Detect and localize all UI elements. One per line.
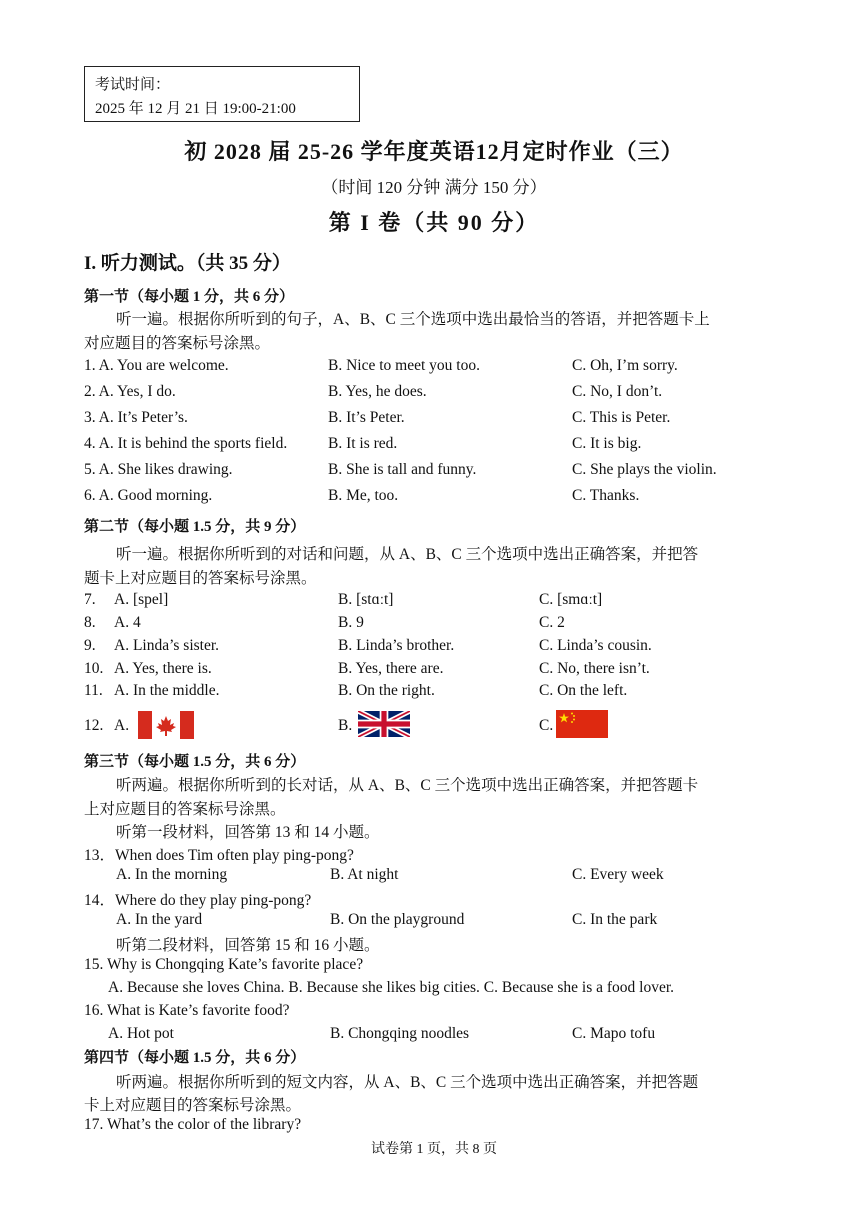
uk-flag-icon — [358, 711, 410, 737]
option-a: 1. A. You are welcome. — [84, 357, 229, 374]
option-c: C. In the park — [572, 911, 658, 928]
option-b: B. On the playground — [330, 911, 465, 928]
option-a: A. Linda’s sister. — [114, 637, 220, 654]
option-c: C. Oh, I’m sorry. — [572, 357, 678, 374]
option-a: A. — [114, 717, 130, 734]
option-c: C. [smɑːt] — [539, 591, 603, 608]
page-subtitle: （时间 120 分钟 满分 150 分） — [321, 178, 547, 197]
option-c: C. No, there isn’t. — [539, 660, 650, 677]
question-number: 11. — [84, 682, 103, 699]
option-a: 6. A. Good morning. — [84, 487, 213, 504]
option-c: C. Thanks. — [572, 487, 640, 504]
question-number: 9. — [84, 637, 96, 654]
exam-time-box — [84, 66, 360, 122]
exam-time-value: 2025 年 12 月 21 日 19:00-21:00 — [95, 101, 296, 117]
section-instruction: 听两遍。根据你所听到的短文内容，从 A、B、C 三个选项中选出正确答案，并把答题 — [116, 1074, 699, 1091]
question-number: 10. — [84, 660, 104, 677]
option-a: 4. A. It is behind the sports field. — [84, 435, 288, 452]
option-c: C. — [539, 717, 554, 734]
page-title: 初 2028 届 25-26 学年度英语12月定时作业（三） — [184, 139, 684, 164]
option-a: A. Hot pot — [108, 1025, 174, 1042]
option-b: B. It’s Peter. — [328, 409, 405, 426]
option-c: C. Mapo tofu — [572, 1025, 656, 1042]
section-heading: 第四节（每小题 1.5 分，共 6 分） — [84, 1050, 306, 1066]
option-b: B. It is red. — [328, 435, 398, 452]
option-c: C. Every week — [572, 866, 664, 883]
section-heading: 第三节（每小题 1.5 分，共 6 分） — [84, 754, 306, 770]
option-a: A. In the middle. — [114, 682, 220, 699]
part-heading: I. 听力测试。（共 35 分） — [84, 253, 291, 274]
section-instruction: 题卡上对应题目的答案标号涂黑。 — [84, 570, 317, 587]
option-b: B. At night — [330, 866, 399, 883]
option-b: B. Linda’s brother. — [338, 637, 455, 654]
section-instruction: 上对应题目的答案标号涂黑。 — [84, 801, 286, 818]
material-note: 听第二段材料，回答第 15 和 16 小题。 — [116, 937, 380, 954]
section-heading: 第二节（每小题 1.5 分，共 9 分） — [84, 519, 306, 535]
section-instruction: 听一遍。根据你所听到的句子，A、B、C 三个选项中选出最恰当的答语，并把答题卡上 — [116, 311, 710, 328]
option-b: B. — [338, 717, 353, 734]
option-a: A. [spel] — [114, 591, 169, 608]
section-instruction: 对应题目的答案标号涂黑。 — [84, 335, 271, 352]
question-stem: 14．Where do they play ping-pong? — [84, 892, 312, 909]
volume-heading: 第 I 卷（共 90 分） — [328, 210, 540, 235]
exam-time-label: 考试时间： — [95, 77, 171, 93]
option-c: C. No, I don’t. — [572, 383, 663, 400]
option-b: B. [stɑːt] — [338, 591, 394, 608]
question-stem: 16. What is Kate’s favorite food? — [84, 1002, 290, 1019]
option-c: C. 2 — [539, 614, 565, 631]
option-b: B. Yes, he does. — [328, 383, 427, 400]
section-instruction: 听一遍。根据你所听到的对话和问题，从 A、B、C 三个选项中选出正确答案，并把答 — [116, 546, 699, 563]
question-stem: 13．When does Tim often play ping-pong? — [84, 847, 354, 864]
option-a: 5. A. She likes drawing. — [84, 461, 233, 478]
china-flag-icon — [556, 710, 608, 738]
question-options: A. Because she loves China. B. Because she likes big cities. C. Because she is a food lover. — [108, 979, 675, 996]
question-number: 7. — [84, 591, 96, 608]
material-note: 听第一段材料，回答第 13 和 14 小题。 — [116, 824, 380, 841]
option-a: A. In the yard — [116, 911, 203, 928]
section-heading: 第一节（每小题 1 分，共 6 分） — [84, 289, 295, 305]
option-c: C. On the left. — [539, 682, 628, 699]
option-b: B. On the right. — [338, 682, 435, 699]
option-b: B. Nice to meet you too. — [328, 357, 480, 374]
option-b: B. 9 — [338, 614, 364, 631]
question-number: 8. — [84, 614, 96, 631]
option-c: C. This is Peter. — [572, 409, 671, 426]
option-c: C. It is big. — [572, 435, 642, 452]
option-b: B. Chongqing noodles — [330, 1025, 470, 1042]
section-instruction: 听两遍。根据你所听到的长对话，从 A、B、C 三个选项中选出正确答案，并把答题卡 — [116, 777, 699, 794]
option-b: B. Yes, there are. — [338, 660, 444, 677]
option-b: B. Me, too. — [328, 487, 399, 504]
option-a: 3. A. It’s Peter’s. — [84, 409, 188, 426]
question-number: 12. — [84, 717, 104, 734]
option-a: A. 4 — [114, 614, 141, 631]
question-stem: 17. What’s the color of the library? — [84, 1116, 302, 1133]
option-a: A. In the morning — [116, 866, 228, 883]
page-footer: 试卷第 1 页，共 8 页 — [371, 1142, 497, 1157]
section-instruction: 卡上对应题目的答案标号涂黑。 — [84, 1097, 302, 1114]
question-stem: 15. Why is Chongqing Kate’s favorite place? — [84, 956, 364, 973]
option-c: C. She plays the violin. — [572, 461, 717, 478]
option-b: B. She is tall and funny. — [328, 461, 477, 478]
option-a: 2. A. Yes, I do. — [84, 383, 176, 400]
canada-flag-icon — [138, 711, 194, 739]
option-c: C. Linda’s cousin. — [539, 637, 652, 654]
option-a: A. Yes, there is. — [114, 660, 212, 677]
